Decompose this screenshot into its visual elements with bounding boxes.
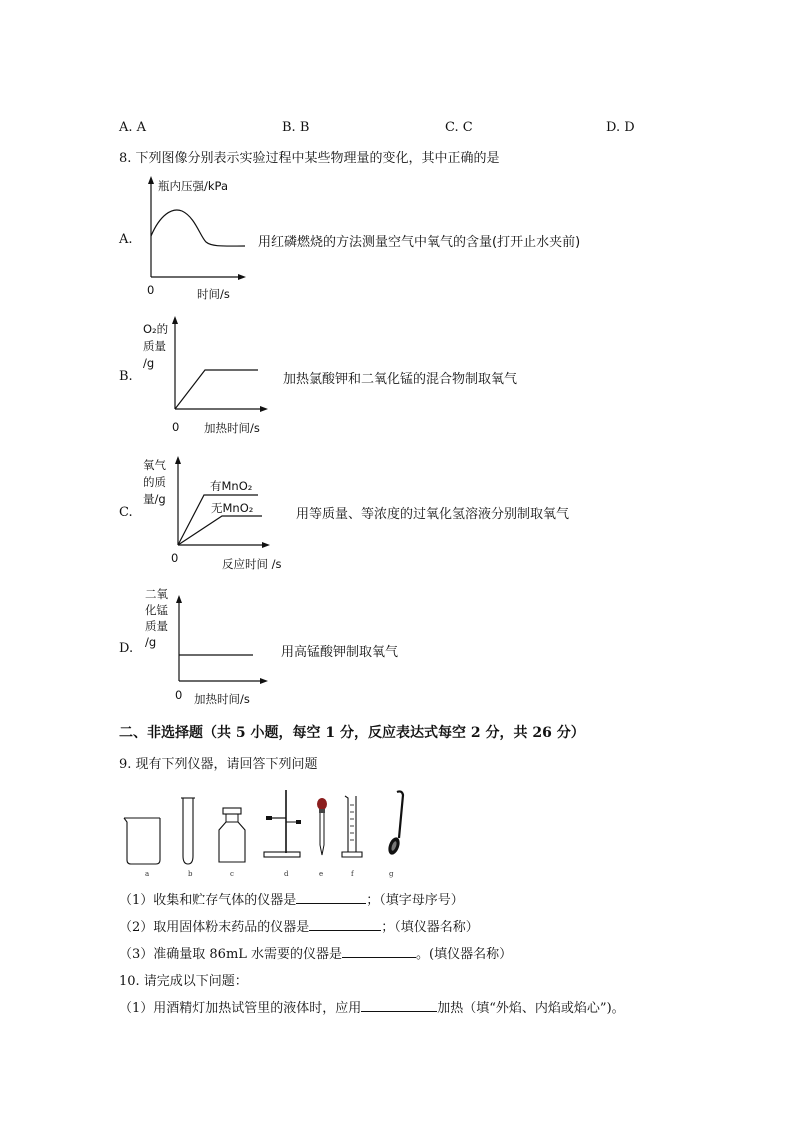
q8-a-ylabel: 瓶内压强/kPa [158, 179, 228, 193]
q9-sub3-blank[interactable] [342, 944, 416, 958]
q8-b-xlabel: 加热时间/s [204, 421, 260, 435]
q8-a-desc: 用红磷燃烧的方法测量空气中氧气的含量(打开止水夹前) [258, 235, 581, 250]
q8-b-ylabel: O₂的 质量 /g [143, 322, 169, 370]
q8-stem: 8. 下列图像分别表示实验过程中某些物理量的变化，其中正确的是 [119, 151, 500, 166]
q8-c-ylabel: 氧气 的质 量/g [143, 458, 166, 506]
q9-sub3: （3）准确量取 86mL 水需要的仪器是 。(填仪器名称） [119, 943, 512, 962]
q8-a-origin: 0 [147, 283, 155, 297]
q8-a-xlabel: 时间/s [197, 287, 230, 301]
option-b: B. B [282, 120, 310, 135]
q8-c-xlabel: 反应时间 /s [222, 557, 282, 571]
label-e: e [319, 870, 324, 878]
label-b: b [188, 870, 193, 878]
section2-heading: 二、非选择题（共 5 小题，每空 1 分，反应表达式每空 2 分，共 26 分） [119, 725, 585, 741]
q9-stem: 9. 现有下列仪器，请回答下列问题 [119, 757, 318, 772]
label-f: f [351, 870, 354, 878]
q8-c-label-without: 无MnO₂ [211, 501, 254, 515]
q8-b-origin: 0 [172, 420, 180, 434]
q8-b-letter: B. [119, 369, 133, 384]
q8-d-ylabel: 二氧 化锰 质量 /g [145, 587, 168, 649]
q9-sub2-blank[interactable] [309, 917, 381, 931]
q10-sub1: （1）用酒精灯加热试管里的液体时，应用 加热（填“外焰、内焰或焰心”)。 [119, 997, 625, 1016]
q8-c-origin: 0 [171, 551, 179, 565]
q8-c-label-with: 有MnO₂ [210, 479, 253, 493]
q8-c-desc: 用等质量、等浓度的过氧化氢溶液分别制取氧气 [296, 507, 570, 522]
label-c: c [230, 870, 234, 878]
q8-c-letter: C. [119, 505, 133, 520]
q8-a-letter: A. [119, 232, 133, 247]
q8-d-letter: D. [119, 641, 134, 656]
label-a: a [145, 870, 150, 878]
option-d: D. D [606, 120, 635, 135]
q8-d-xlabel: 加热时间/s [194, 692, 250, 706]
label-d: d [284, 870, 289, 878]
q9-sub1-blank[interactable] [296, 890, 366, 904]
option-c: C. C [445, 120, 473, 135]
q9-sub1: （1）收集和贮存气体的仪器是 ；（填字母序号） [119, 889, 464, 908]
q10-stem: 10. 请完成以下问题： [119, 974, 248, 989]
q8-d-origin: 0 [175, 688, 183, 702]
label-g: g [389, 870, 394, 878]
q8-b-desc: 加热氯酸钾和二氧化锰的混合物制取氧气 [283, 372, 518, 387]
q8-d-desc: 用高锰酸钾制取氧气 [281, 645, 399, 660]
option-a: A. A [119, 120, 147, 135]
q9-sub2: （2）取用固体粉末药品的仪器是 ；（填仪器名称） [119, 916, 479, 935]
q10-sub1-blank[interactable] [361, 998, 437, 1012]
